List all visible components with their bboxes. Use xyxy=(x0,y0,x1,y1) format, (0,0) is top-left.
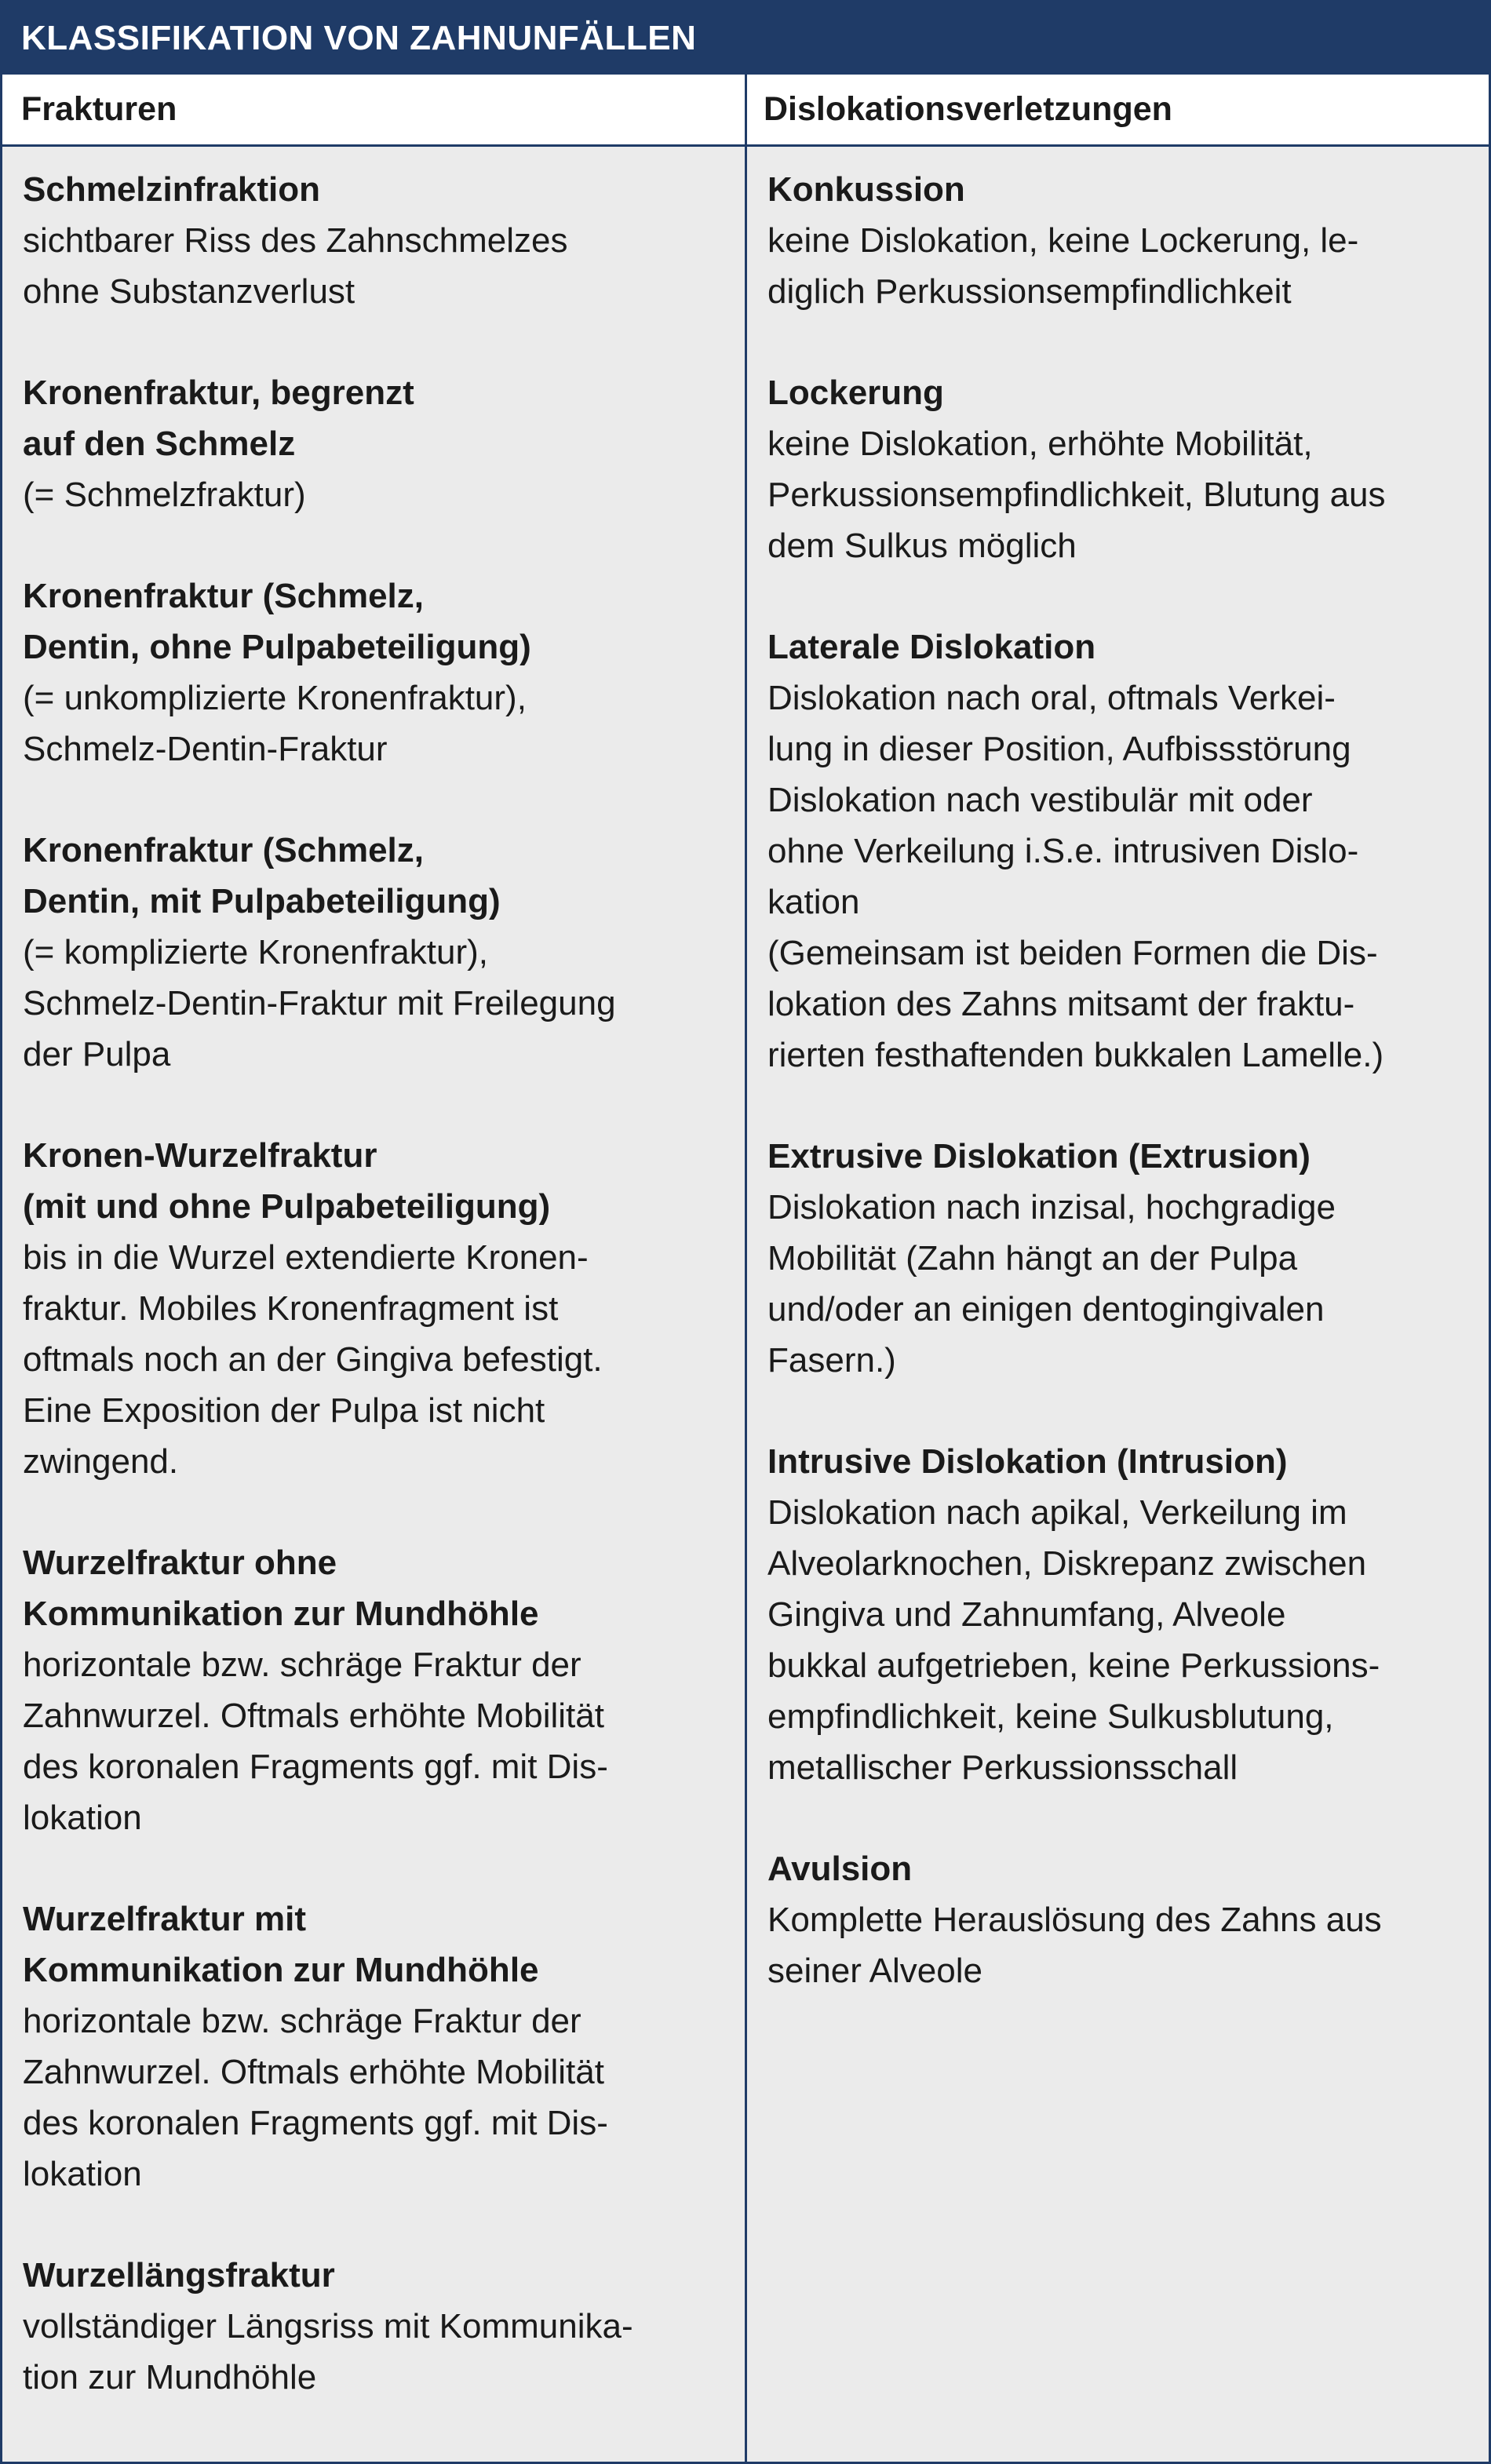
entry-title: Schmelzinfraktion xyxy=(23,170,320,209)
dislocation-entry xyxy=(767,1843,1475,1996)
dislocation-entry xyxy=(767,1131,1475,1386)
dislocation-entry xyxy=(767,164,1475,317)
entry-description: Komplette Herauslösung des Zahns aus seiner Alveole xyxy=(767,1901,1382,1990)
entry-title: Kronenfraktur (Schmelz, Dentin, mit Pulpabeteiligung) xyxy=(23,831,501,920)
entry-title: Wurzellängsfraktur xyxy=(23,2256,335,2295)
entry-title: Extrusive Dislokation (Extrusion) xyxy=(767,1137,1311,1176)
fracture-entry xyxy=(23,164,731,317)
entry-description: Dislokation nach oral, oftmals Verkei- lung in dieser Position, Aufbissstörung Dislokation nach vestibulär mit oder ohne Verkeilung i.S.e. intrusiven Dislo- kation (Gemeinsam ist beiden Formen die Dis- lokation des Zahns mitsamt der fraktu- rierten festhaftenden bukkalen Lamelle.) xyxy=(767,679,1384,1074)
entry-description: Dislokation nach apikal, Verkeilung im Alveolarknochen, Diskrepanz zwischen Gingiva und Zahnumfang, Alveole bukkal aufgetrieben, keine Perkussions- empfindlichkeit, keine Sulkusblutung, metallischer Perkussionsschall xyxy=(767,1493,1380,1787)
entry-title: Avulsion xyxy=(767,1850,913,1888)
fracture-entry xyxy=(23,825,731,1080)
entry-description: sichtbarer Riss des Zahnschmelzes ohne Substanzverlust xyxy=(23,221,568,311)
fracture-entry xyxy=(23,1537,731,1843)
dislocation-entry xyxy=(767,1436,1475,1793)
entry-title: Wurzelfraktur mit Kommunikation zur Mundhöhle xyxy=(23,1900,539,1989)
entry-description: horizontale bzw. schräge Fraktur der Zahnwurzel. Oftmals erhöhte Mobilität des koronalen Fragments ggf. mit Dis- lokation xyxy=(23,1646,608,1837)
dislocation-entry xyxy=(767,621,1475,1081)
entry-title: Kronenfraktur, begrenzt auf den Schmelz xyxy=(23,374,414,463)
entry-title: Konkussion xyxy=(767,170,965,209)
entry-title: Lockerung xyxy=(767,374,944,412)
fractures-column xyxy=(2,147,745,2453)
dislocation-entry xyxy=(767,367,1475,571)
entry-description: (= komplizierte Kronenfraktur), Schmelz-Dentin-Fraktur mit Freilegung der Pulpa xyxy=(23,933,616,1073)
fracture-entry xyxy=(23,367,731,520)
entry-description: (= Schmelzfraktur) xyxy=(23,476,306,514)
entry-title: Intrusive Dislokation (Intrusion) xyxy=(767,1442,1288,1481)
entry-title: Laterale Dislokation xyxy=(767,628,1096,666)
fracture-entry xyxy=(23,1894,731,2200)
column-header-fractures: Frakturen xyxy=(21,90,177,128)
entry-description: keine Dislokation, erhöhte Mobilität, Perkussionsempfindlichkeit, Blutung aus dem Sulkus möglich xyxy=(767,425,1386,565)
entry-description: (= unkomplizierte Kronenfraktur), Schmelz-Dentin-Fraktur xyxy=(23,679,527,768)
entry-title: Wurzelfraktur ohne Kommunikation zur Mundhöhle xyxy=(23,1544,539,1633)
entry-description: horizontale bzw. schräge Fraktur der Zahnwurzel. Oftmals erhöhte Mobilität des koronalen Fragments ggf. mit Dis- lokation xyxy=(23,2002,608,2193)
dislocations-column xyxy=(747,147,1489,2047)
entry-description: Dislokation nach inzisal, hochgradige Mobilität (Zahn hängt an der Pulpa und/oder an einigen dentogingivalen Fasern.) xyxy=(767,1188,1336,1380)
entry-description: vollständiger Längsriss mit Kommunika- tion zur Mundhöhle xyxy=(23,2307,633,2397)
entry-description: keine Dislokation, keine Lockerung, le- diglich Perkussionsempfindlichkeit xyxy=(767,221,1359,311)
column-header-dislocations: Dislokationsverletzungen xyxy=(764,90,1172,128)
table-title: KLASSIFIKATION VON ZAHNUNFÄLLEN xyxy=(2,2,1489,75)
entry-title: Kronen-Wurzelfraktur (mit und ohne Pulpabeteiligung) xyxy=(23,1136,551,1226)
entry-description: bis in die Wurzel extendierte Kronen- fraktur. Mobiles Kronenfragment ist oftmals noch an der Gingiva befestigt. Eine Exposition der Pulpa ist nicht zwingend. xyxy=(23,1238,603,1481)
fracture-entry xyxy=(23,1130,731,1487)
entry-title: Kronenfraktur (Schmelz, Dentin, ohne Pulpabeteiligung) xyxy=(23,577,531,666)
fracture-entry xyxy=(23,570,731,775)
fracture-entry xyxy=(23,2250,731,2403)
